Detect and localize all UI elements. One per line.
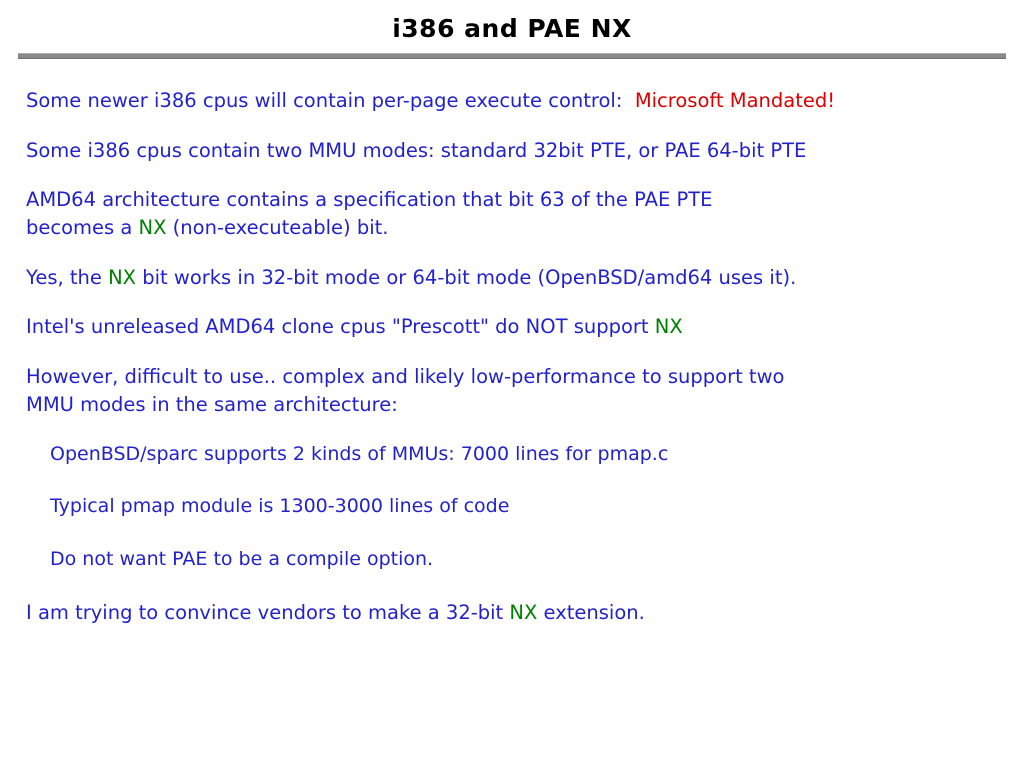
subbullet-pae-compile-option: Do not want PAE to be a compile option. bbox=[50, 548, 434, 571]
slide-body bbox=[0, 59, 1024, 627]
subbullet-openbsd-sparc: OpenBSD/sparc supports 2 kinds of MMUs: 7000 lines for pmap.c bbox=[50, 442, 669, 465]
subbullet-pmap-size: Typical pmap module is 1300-3000 lines of code bbox=[50, 495, 510, 518]
bullet-prescott bbox=[26, 313, 998, 341]
bullet-prescott-part1: Intel's unreleased AMD64 clone cpus "Prescott" do NOT support bbox=[26, 315, 655, 339]
page-title: i386 and PAE NX bbox=[392, 14, 632, 43]
bullet-convince-vendors-part2: extension. bbox=[537, 601, 645, 625]
bullet-difficult-line1: However, difficult to use.. complex and likely low-performance to support two bbox=[26, 365, 785, 389]
bullet-amd64-spec-line2-part2: (non-executeable) bit. bbox=[166, 216, 389, 240]
bullet-nx-modes-part2: bit works in 32-bit mode or 64-bit mode (OpenBSD/amd64 uses it). bbox=[136, 265, 797, 289]
bullet-amd64-spec-line1: AMD64 architecture contains a specification that bit 63 of the PAE PTE bbox=[26, 188, 713, 212]
nx-keyword: NX bbox=[654, 315, 683, 339]
bullet-convince-vendors-part1: I am trying to convince vendors to make a 32-bit bbox=[26, 601, 510, 625]
bullet-execute-control-text: Some newer i386 cpus will contain per-page execute control: bbox=[26, 89, 635, 112]
bullet-nx-modes bbox=[26, 264, 998, 292]
bullet-amd64-spec-line2-part1: becomes a bbox=[26, 216, 139, 240]
bullet-execute-control bbox=[26, 87, 998, 115]
nx-keyword: NX bbox=[509, 601, 538, 625]
microsoft-mandated-emphasis: Microsoft Mandated! bbox=[634, 89, 836, 112]
bullet-mmu-modes: Some i386 cpus contain two MMU modes: standard 32bit PTE, or PAE 64-bit PTE bbox=[26, 138, 807, 162]
bullet-difficult bbox=[26, 363, 998, 418]
bullet-convince-vendors bbox=[26, 599, 998, 627]
bullet-nx-modes-part1: Yes, the bbox=[26, 265, 109, 289]
nx-keyword: NX bbox=[138, 216, 167, 240]
bullet-amd64-spec-line2 bbox=[26, 214, 998, 242]
nx-keyword: NX bbox=[108, 265, 137, 289]
bullet-amd64-spec bbox=[26, 186, 998, 241]
bullet-difficult-line2: MMU modes in the same architecture: bbox=[26, 392, 398, 416]
